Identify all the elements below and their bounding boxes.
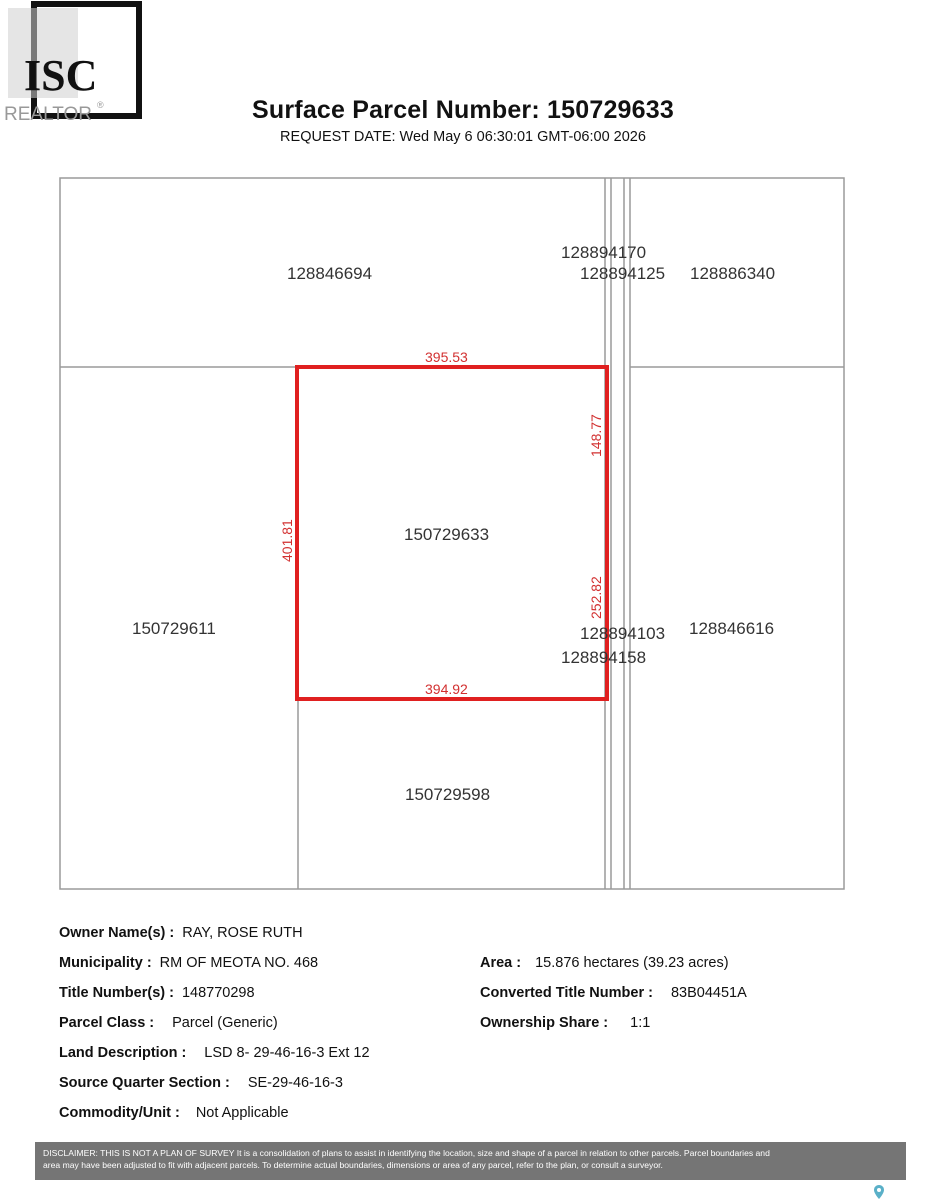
parcel-class-value: Parcel (Generic): [172, 1015, 278, 1031]
parcel-label-north-east: 128886340: [690, 264, 776, 283]
commodity-label: Commodity/Unit :: [59, 1105, 180, 1121]
owner-field: [59, 925, 303, 941]
page-title: Surface Parcel Number: 150729633: [252, 96, 674, 124]
parcel-label-west: 150729611: [132, 619, 216, 638]
dimension-top: 395.53: [425, 349, 468, 365]
parcel-label-east: 128846616: [689, 619, 775, 638]
map-pin-icon: [874, 1185, 884, 1199]
commodity-field: [59, 1105, 289, 1121]
parcel-class-label: Parcel Class :: [59, 1015, 155, 1031]
land-description-value: LSD 8- 29-46-16-3 Ext 12: [204, 1045, 370, 1061]
parcel-label-north-road-top: 128894170: [561, 243, 647, 262]
owner-value: RAY, ROSE RUTH: [182, 925, 303, 941]
municipality-label: Municipality :: [59, 955, 152, 971]
parcel-map: [0, 170, 926, 900]
title-number-field: [59, 985, 255, 1001]
owner-label: Owner Name(s) :: [59, 925, 175, 941]
disclaimer-line-1: DISCLAIMER: THIS IS NOT A PLAN OF SURVEY It is a consolidation of plans to assist in identifying the location, size and shape of a parcel in relation to other parcels. Parcel boundaries and: [43, 1148, 770, 1158]
title-number-label: Title Number(s) :: [59, 985, 174, 1001]
municipality-value: RM OF MEOTA NO. 468: [159, 955, 319, 971]
ownership-share-label: Ownership Share :: [480, 1015, 609, 1031]
converted-title-label: Converted Title Number :: [480, 985, 653, 1001]
parcel-label-east-road-bottom: 128894158: [561, 648, 647, 667]
source-quarter-field: [59, 1075, 343, 1091]
area-value: 15.876 hectares (39.23 acres): [535, 955, 729, 971]
source-quarter-label: Source Quarter Section :: [59, 1075, 230, 1091]
parcel-label-north-road-bottom: 128894125: [580, 264, 666, 283]
converted-title-value: 83B04451A: [670, 985, 747, 1001]
disclaimer-line-2: area may have been adjusted to fit with adjacent parcels. To determine actual boundaries, dimensions or area of any parcel, refer to the plan, or consult a surveyor.: [43, 1160, 663, 1170]
title-number-value: 148770298: [181, 985, 255, 1001]
dimension-bottom: 394.92: [425, 681, 468, 697]
parcel-class-field: [59, 1015, 278, 1031]
dimension-left: 401.81: [279, 519, 295, 562]
request-date: REQUEST DATE: Wed May 6 06:30:01 GMT-06:00 2026: [280, 129, 646, 145]
logo-realtor-text: REALTOR: [4, 104, 92, 125]
disclaimer-banner: [35, 1142, 906, 1180]
area-field: [480, 955, 729, 971]
ownership-share-value: 1:1: [630, 1015, 651, 1031]
converted-title-field: [480, 985, 747, 1001]
municipality-field: [59, 955, 318, 971]
area-label: Area :: [480, 955, 522, 971]
parcel-label-north: 128846694: [287, 264, 373, 283]
svg-text:®: ®: [97, 100, 104, 110]
dimension-right-upper: 148.77: [588, 414, 604, 457]
source-quarter-value: SE-29-46-16-3: [247, 1075, 343, 1091]
land-description-label: Land Description :: [59, 1045, 187, 1061]
parcel-label-east-road-top: 128894103: [580, 624, 666, 643]
dimension-right-lower: 252.82: [588, 576, 604, 619]
parcel-label-subject: 150729633: [404, 525, 490, 544]
ownership-share-field: [480, 1015, 650, 1031]
commodity-value: Not Applicable: [195, 1105, 289, 1121]
logo-isc-text: ISC: [24, 51, 98, 100]
parcel-label-south: 150729598: [405, 785, 491, 804]
land-description-field: [59, 1045, 370, 1061]
